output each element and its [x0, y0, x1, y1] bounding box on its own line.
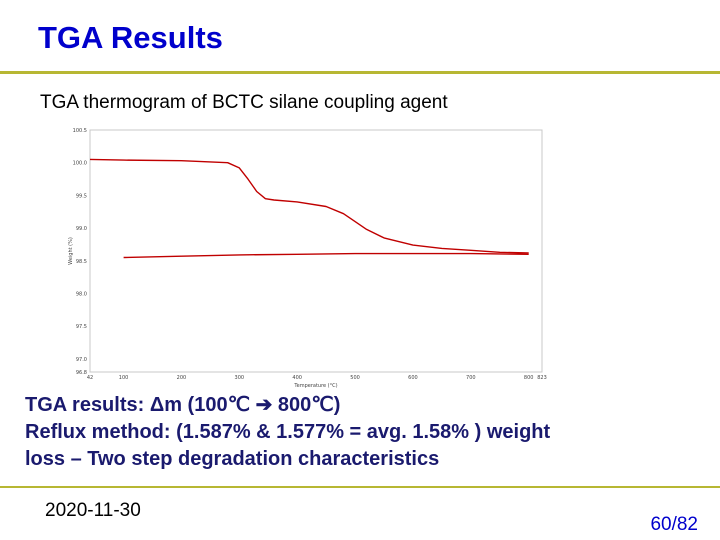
x-tick-label: 823	[537, 375, 547, 381]
results-line-2: Reflux method: (1.587% & 1.577% = avg. 1.58% ) weight	[25, 421, 551, 443]
title-divider	[0, 71, 720, 74]
x-tick-label: 200	[176, 375, 187, 381]
page-number: 60/82	[650, 514, 698, 535]
results-line-1: TGA results: Δm (100℃ ➔ 800℃)	[25, 394, 341, 416]
slide-title: TGA Results	[38, 20, 223, 55]
x-tick-label: 700	[466, 375, 476, 381]
x-tick-label: 600	[408, 375, 418, 381]
y-tick-label: 100.5	[72, 128, 87, 134]
x-tick-label: 300	[234, 375, 245, 381]
y-tick-label: 99.0	[75, 226, 87, 233]
x-tick-label: 500	[350, 375, 360, 381]
y-tick-label: 97.5	[75, 324, 87, 331]
y-tick-label: 99.5	[75, 193, 87, 200]
x-tick-label: 400	[292, 375, 302, 381]
tga-thermogram-chart	[58, 122, 548, 390]
x-tick-label: 100	[118, 375, 129, 381]
y-tick-label: 98.5	[75, 258, 87, 265]
y-axis-label: Weight (%)	[68, 237, 74, 265]
y-tick-label: 100.0	[72, 160, 87, 167]
x-tick-label: 42	[86, 375, 94, 381]
x-tick-label: 800	[523, 375, 534, 381]
footer-date: 2020-11-30	[45, 500, 141, 521]
y-tick-label: 98.0	[75, 291, 87, 298]
y-tick-label: 97.0	[75, 356, 87, 363]
x-axis-label: Temperature (°C)	[294, 383, 338, 389]
chart-subtitle: TGA thermogram of BCTC silane coupling agent	[40, 92, 448, 113]
results-line-3: loss – Two step degradation characteristics	[25, 448, 440, 470]
y-tick-label: 96.8	[75, 370, 87, 376]
tga-results-text	[25, 392, 705, 473]
footer-divider	[0, 486, 720, 488]
